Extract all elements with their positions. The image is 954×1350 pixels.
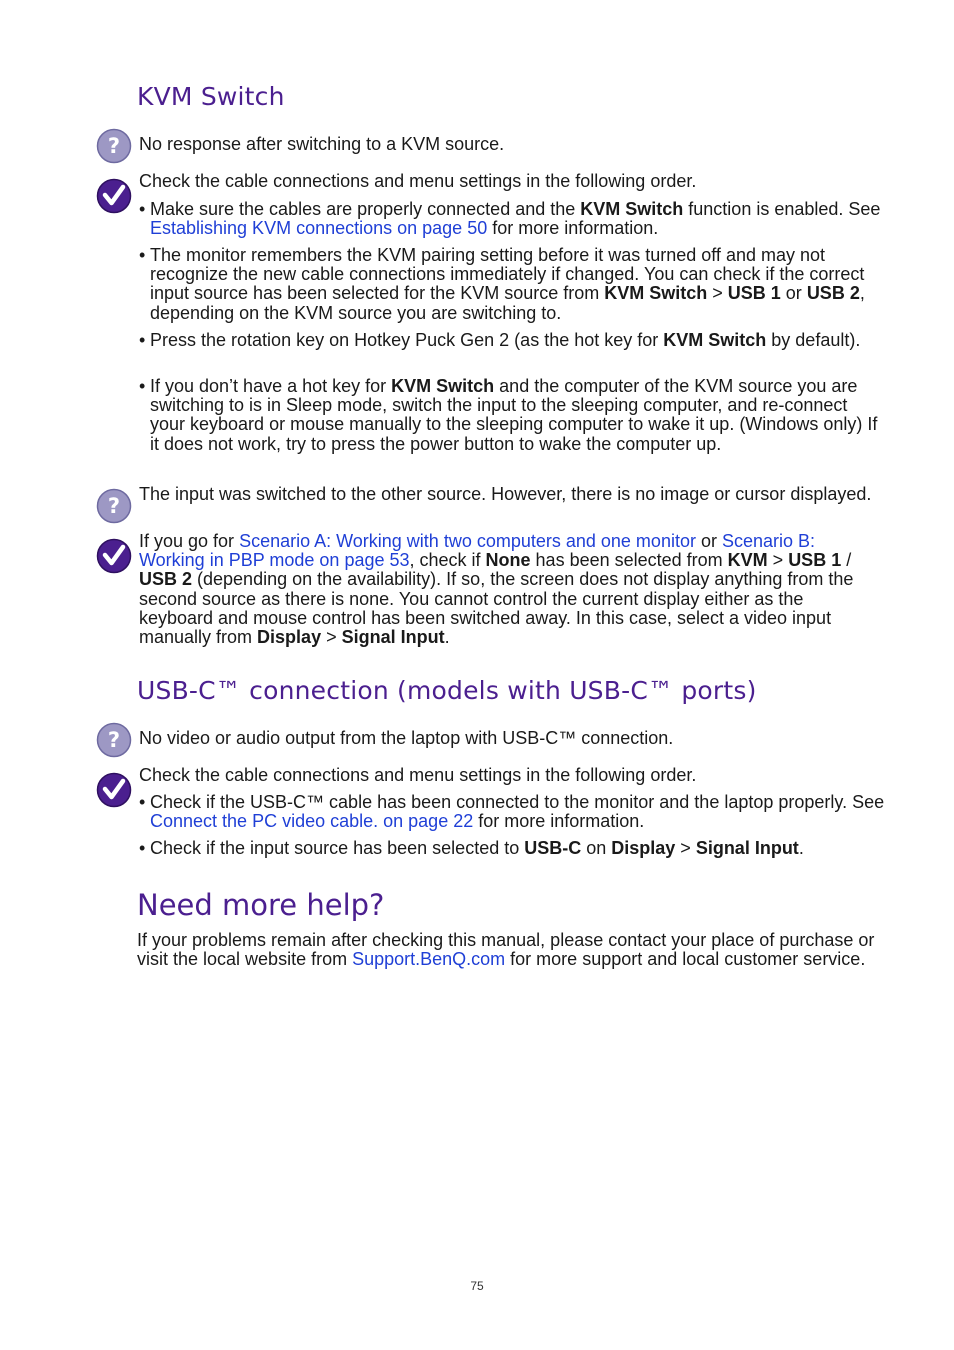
text: function is enabled. See [683, 199, 881, 219]
bullet-dot: • [139, 376, 146, 396]
link-scenario-a[interactable]: Scenario A: Working with two computers and one monitor [239, 531, 696, 551]
answer-text [139, 532, 874, 647]
help-text [137, 931, 877, 969]
svg-text:?: ? [107, 134, 121, 158]
link-connect-pc-video-cable[interactable]: Connect the PC video cable. on page 22 [150, 811, 474, 832]
bold-text: Display [611, 838, 676, 858]
bold-text: None [485, 550, 531, 571]
bullet-dot: • [139, 245, 146, 265]
list-item [139, 246, 885, 323]
list-item [139, 793, 885, 831]
text: If you don’t have a hot key for [150, 376, 392, 396]
question-text: The input was switched to the other source. However, there is no image or cursor displayed. [139, 484, 872, 504]
answer-intro: Check the cable connections and menu settings in the following order. [139, 171, 697, 191]
answer-intro: Check the cable connections and menu settings in the following order. [139, 765, 697, 785]
text: > [767, 550, 789, 571]
text: . [444, 627, 450, 648]
question-icon [96, 722, 132, 758]
text: on [581, 838, 612, 858]
list-item [139, 839, 885, 858]
text: or [780, 283, 807, 304]
list-item [139, 331, 885, 350]
link-scenario-b[interactable]: Scenario B: Working in PBP mode on page 53 [139, 531, 816, 571]
page-number: 75 [470, 1279, 484, 1293]
text: / [841, 550, 852, 571]
bold-text: KVM Switch [663, 330, 767, 350]
check-icon [96, 772, 132, 808]
section-title-kvm: KVM Switch [137, 82, 285, 111]
list-item [139, 377, 885, 454]
text: has been selected from [530, 550, 728, 571]
bullet-dot: • [139, 199, 146, 219]
bullet-dot: • [139, 838, 146, 858]
svg-text:?: ? [107, 494, 121, 518]
text: . [798, 838, 804, 858]
bold-text: USB 1 [727, 283, 781, 304]
section-title-usbc: USB-C™ connection (models with USB-C™ ports) [137, 676, 757, 705]
question-icon [96, 488, 132, 524]
text: Press the rotation key on Hotkey Puck Gen 2 (as the hot key for [150, 330, 664, 350]
text: The monitor remembers the KVM pairing setting before it was turned off and may not recognize the new cable connections immediately if changed. You can check if the correct input source has been selected for the KVM source from [150, 245, 865, 304]
bold-text: USB-C [524, 838, 582, 858]
bullet-dot: • [139, 792, 146, 812]
bold-text: Signal Input [341, 627, 445, 648]
section-title-help: Need more help? [137, 888, 385, 922]
check-icon [96, 178, 132, 214]
bullet-dot: • [139, 330, 146, 350]
text: for more information. [487, 218, 659, 239]
text: (depending on the availability). If so, the screen does not display anything from the second source as there is none. You cannot control the current display either as the keyboard and mouse control has been switched away. In this case, select a video input manually from [139, 569, 854, 648]
bold-text: KVM Switch [391, 376, 495, 396]
check-icon [96, 538, 132, 574]
svg-text:?: ? [107, 728, 121, 752]
text: or [695, 531, 722, 551]
text: , depending on the KVM source you are switching to. [150, 283, 865, 323]
question-icon [96, 128, 132, 164]
text: and the computer of the KVM source you are switching to is in Sleep mode, switch the input to the sleeping computer, and re-connect your keyboard or mouse manually to the sleeping computer to wake it up. (Windows only) If it does not work, try to press the power button to wake the computer up. [150, 376, 878, 454]
bold-text: USB 1 [788, 550, 842, 571]
bold-text: USB 2 [806, 283, 860, 304]
text: by default). [766, 330, 861, 350]
bold-text: Display [257, 627, 322, 648]
bold-text: Signal Input [695, 838, 799, 858]
link-support-benq[interactable]: Support.BenQ.com [352, 949, 506, 970]
list-item [139, 200, 885, 238]
link-kvm-connections[interactable]: Establishing KVM connections on page 50 [150, 218, 488, 239]
text: > [321, 627, 342, 648]
text: Make sure the cables are properly connected and the [150, 199, 581, 219]
text: > [707, 283, 728, 304]
text: If your problems remain after checking this manual, please contact your place of purchase or visit the local website from [137, 930, 875, 970]
text: for more information. [473, 811, 645, 832]
bold-text: USB 2 [139, 569, 193, 590]
text: > [675, 838, 696, 858]
text: for more support and local customer service. [505, 949, 866, 970]
question-text: No response after switching to a KVM source. [139, 134, 505, 154]
text: If you go for [139, 531, 240, 551]
bold-text: KVM Switch [604, 283, 708, 304]
text: , check if [409, 550, 486, 571]
question-text: No video or audio output from the laptop with USB-C™ connection. [139, 728, 674, 748]
bold-text: KVM [727, 550, 768, 571]
text: Check if the input source has been selected to [150, 838, 525, 858]
bold-text: KVM Switch [580, 199, 684, 219]
text: Check if the USB-C™ cable has been connected to the monitor and the laptop properly. See [150, 792, 885, 812]
